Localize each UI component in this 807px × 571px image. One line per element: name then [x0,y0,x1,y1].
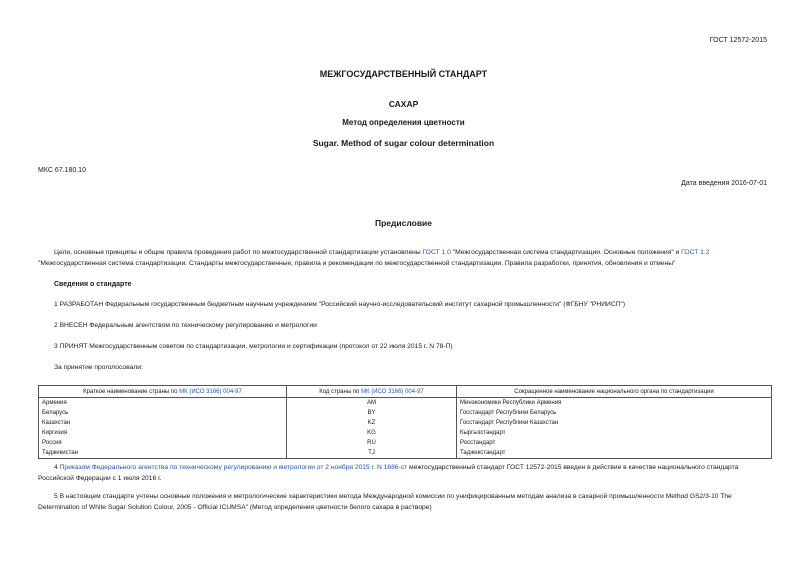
preface-paragraph [38,248,772,269]
gost-1-2-link[interactable]: ГОСТ 1.2 [681,249,710,256]
table-row [39,408,772,418]
country-cell: Казахстан [39,418,287,428]
para-text-middle: "Межгосударственная система стандартизации. Основные положения" и [450,249,682,256]
mks-code: МКС 67.180.10 [38,167,86,174]
code-cell: AM [287,398,457,409]
item4-number: 4 [54,464,60,471]
country-cell: Армения [39,398,287,409]
table-row [39,438,772,448]
mk-iso-link-2[interactable]: МК (ИСО 3166) 004-97 [361,388,424,395]
preface-heading: Предисловие [374,218,433,228]
item-developed-by: 1 РАЗРАБОТАН Федеральным государственным бюджетным научным учреждением "Российский научно-исследовательский институт сахарной промышленности" (ФГБНУ "РНИИСП") [54,301,626,308]
table-row [39,398,772,409]
col-header-country [39,386,287,398]
para-text-end: "Межгосударственная система стандартизации. Стандарты межгосударственные, правила и рекомендации по межгосударственной стандартизации. Правила разработки, принятия, обновления и отмены" [38,259,676,267]
body-cell: Росстандарт [457,438,772,448]
code-cell: KZ [287,418,457,428]
col-header-body: Сокращенное наименование национального органа по стандартизации [457,386,772,398]
col-header-code-text: Код страны по [319,388,362,395]
body-cell: Госстандарт Республики Казахстан [457,418,772,428]
item-adopted-by: 3 ПРИНЯТ Межгосударственным советом по стандартизации, метрологии и сертификации (протокол от 22 июля 2015 г. N 78-П) [54,343,453,350]
item-enacted-by-order [38,463,772,484]
item-icumsa-method: 5 В настоящем стандарте учтены основные положения и метрологические характеристики метода Международной комиссии по унифицированным методам анализа в сахарной промышленности Method GS2/3-10 The Determination of White Sugar Solution Colour, 2005 - Official ICUMSA" (Метод определения цветности белого сахара в растворе) [38,493,732,511]
col-header-country-text: Краткое наименование страны по [83,388,180,395]
table-row [39,448,772,459]
code-cell: TJ [287,448,457,459]
table-header-row [39,386,772,398]
item-submitted-by: 2 ВНЕСЕН Федеральным агентством по техническому регулированию и метрологии [54,322,317,329]
standard-type: МЕЖГОСУДАРСТВЕННЫЙ СТАНДАРТ [319,69,488,79]
country-cell: Беларусь [39,408,287,418]
body-cell: Госстандарт Республики Беларусь [457,408,772,418]
mk-iso-link-1[interactable]: МК (ИСО 3166) 004-97 [179,388,242,395]
document-subtitle: Метод определения цветности [342,118,465,127]
document-title: САХАР [388,99,419,109]
table-row [39,418,772,428]
gost-1-0-link[interactable]: ГОСТ 1.0 [422,249,451,256]
col-header-code [287,386,457,398]
standard-info-heading: Сведения о стандарте [54,281,132,288]
country-cell: Киргизия [39,428,287,438]
country-cell: Россия [39,438,287,448]
body-cell: Таджикстандарт [457,448,772,459]
table-row [39,428,772,438]
document-title-english: Sugar. Method of sugar colour determination [312,138,495,148]
rosstandart-order-link[interactable]: Приказом Федерального агентства по техническому регулированию и метрологии от 2 ноября 2015 г. N 1686-ст [59,464,408,471]
voted-label: За принятие проголосовали: [54,364,143,371]
code-cell: KG [287,428,457,438]
voting-countries-table [38,385,772,459]
introduction-date: Дата введения 2016-07-01 [681,180,767,187]
code-cell: RU [287,438,457,448]
body-cell: Кыргызстандарт [457,428,772,438]
code-cell: BY [287,408,457,418]
country-cell: Таджикистан [39,448,287,459]
item4-text: межгосударственный стандарт ГОСТ 12572-2015 введен в действие в качестве национального стандарта Российской Федерации с 1 июля 2016 г. [38,464,739,482]
body-cell: Минэкономики Республики Армения [457,398,772,409]
document-code: ГОСТ 12572-2015 [709,37,767,44]
para-text-start: Цели, основные принципы и общие правила проведения работ по межгосударственной стандартизации установлены [54,249,423,256]
